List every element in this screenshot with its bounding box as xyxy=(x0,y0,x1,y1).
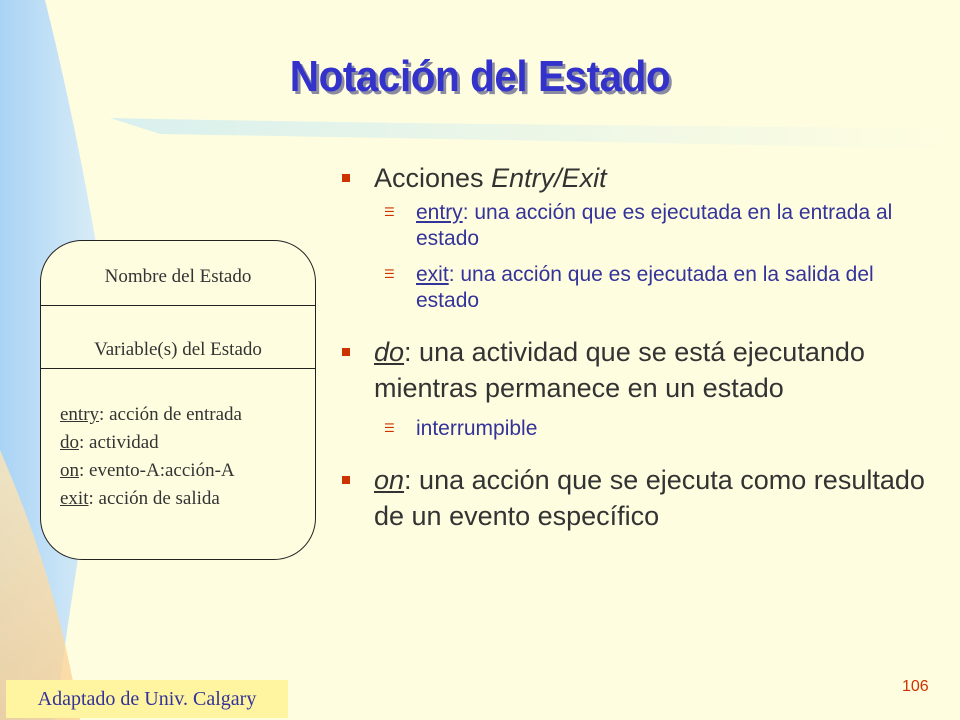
footer-credit: Adaptado de Univ. Calgary xyxy=(6,680,288,718)
action-keyword: exit xyxy=(60,488,89,509)
state-action-do xyxy=(60,429,334,457)
square-bullet-icon xyxy=(342,348,350,356)
state-variables: Variable(s) del Estado xyxy=(94,339,262,360)
slide-title: Notación del Estado xyxy=(289,52,671,101)
bullet-do xyxy=(342,334,932,406)
sub-bullet-text: : una acción que es ejecutada en la salida del estado xyxy=(416,263,874,312)
keyword-on: on xyxy=(374,465,405,495)
action-text: : actividad xyxy=(79,432,159,453)
bullet-emphasis: Entry/Exit xyxy=(491,163,607,193)
sub-bullet-exit xyxy=(384,262,932,314)
sub-bullet-entry xyxy=(384,200,932,252)
state-divider xyxy=(41,305,315,306)
keyword-do: do xyxy=(374,337,405,367)
action-keyword: do xyxy=(60,432,79,453)
sub-bullet-text: interrumpible xyxy=(416,417,538,440)
square-bullet-icon xyxy=(342,476,350,484)
bullet-text: : una acción que se ejecuta como resultado de un evento específico xyxy=(374,465,925,531)
action-text: : acción de entrada xyxy=(99,404,242,425)
action-keyword: on xyxy=(60,460,79,481)
state-action-entry xyxy=(60,401,334,429)
page-number: 106 xyxy=(902,678,929,695)
sub-bullet-icon: ☰ xyxy=(384,205,395,219)
sub-bullet-text: : una acción que es ejecutada en la entrada al estado xyxy=(416,201,893,250)
state-diagram-box xyxy=(40,240,316,560)
sub-bullet-icon: ☰ xyxy=(384,267,395,281)
sub-bullet-icon: ☰ xyxy=(384,421,395,435)
state-name: Nombre del Estado xyxy=(104,266,252,287)
bullet-entry-exit xyxy=(342,160,932,196)
bullet-list xyxy=(342,160,932,534)
action-keyword: entry xyxy=(60,404,100,425)
state-divider xyxy=(41,368,315,369)
action-text: : evento-A:acción-A xyxy=(79,460,235,481)
state-action-exit xyxy=(60,485,334,513)
keyword-entry: entry xyxy=(416,201,463,224)
bullet-text: : una actividad que se está ejecutando mientras permanece en un estado xyxy=(374,337,865,403)
bullet-text: Acciones xyxy=(374,163,492,193)
state-action-on xyxy=(60,457,334,485)
square-bullet-icon xyxy=(342,174,350,182)
action-text: : acción de salida xyxy=(88,488,220,509)
keyword-exit: exit xyxy=(416,263,449,286)
state-actions xyxy=(60,401,334,513)
sub-bullet-interrumpible xyxy=(384,416,932,442)
bullet-on xyxy=(342,462,932,534)
